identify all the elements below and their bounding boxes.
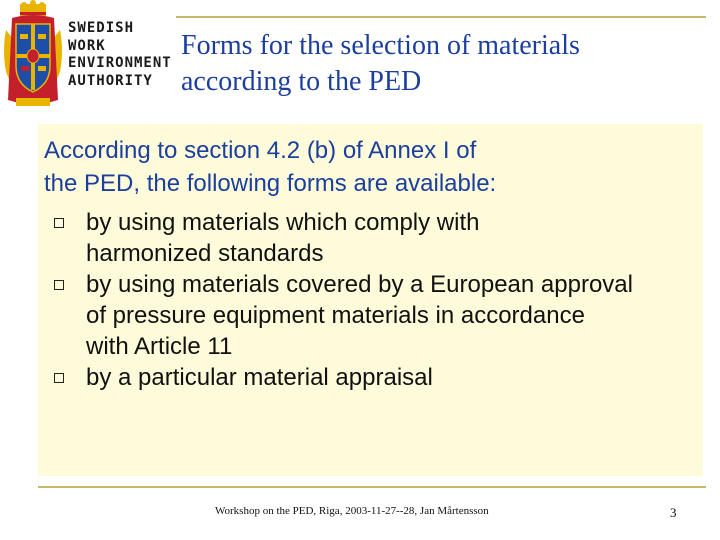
bullet-item [54, 207, 694, 269]
slide-title-line: Forms for the selection of materials [181, 30, 580, 61]
bullet-item [54, 269, 694, 362]
agency-name-line: WORK [68, 37, 106, 54]
agency-name [68, 20, 172, 90]
bullet-line: by using materials covered by a European approval [86, 271, 633, 298]
page-number: 3 [670, 505, 677, 520]
bullet-item [54, 362, 694, 393]
intro-text [44, 134, 496, 200]
intro-line: According to section 4.2 (b) of Annex I of [44, 137, 477, 164]
coat-of-arms-icon [2, 0, 64, 112]
title-divider [176, 16, 706, 18]
intro-line: the PED, the following forms are available: [44, 170, 497, 197]
square-bullet-icon [54, 218, 64, 228]
square-bullet-icon [54, 280, 64, 290]
footer-text: Workshop on the PED, Riga, 2003-11-27--28, Jan Mårtensson [215, 505, 489, 517]
bullet-line: by using materials which comply with [86, 209, 480, 236]
agency-name-line: AUTHORITY [68, 72, 153, 89]
bullet-line: harmonized standards [86, 240, 324, 267]
bullet-line: with Article 11 [86, 333, 233, 360]
slide-title [181, 28, 580, 100]
bullet-line: of pressure equipment materials in accordance [86, 302, 585, 329]
slide-title-line: according to the PED [181, 66, 422, 97]
agency-name-line: SWEDISH [68, 20, 135, 36]
square-bullet-icon [54, 373, 64, 383]
bullet-list [54, 207, 694, 393]
footer-divider [38, 486, 706, 488]
agency-name-line: ENVIRONMENT [68, 55, 172, 71]
bullet-line: by a particular material appraisal [86, 364, 433, 391]
